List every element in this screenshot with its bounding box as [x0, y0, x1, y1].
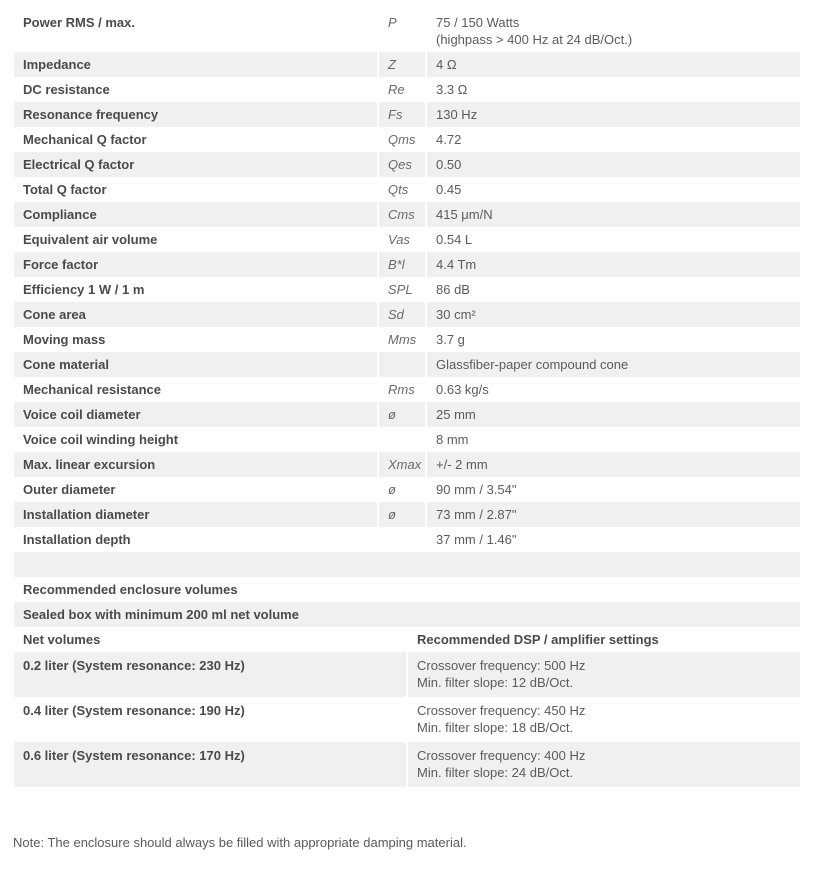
enclosure-heading-row	[14, 577, 800, 602]
spec-row	[14, 252, 800, 277]
spec-label: Outer diameter	[23, 482, 116, 497]
sealed-box-text: Sealed box with minimum 200 ml net volume	[14, 602, 800, 627]
spec-value	[427, 327, 800, 352]
spec-row	[14, 202, 800, 227]
spec-row	[14, 427, 800, 452]
spec-value-text: 8 mm	[436, 432, 469, 447]
spec-value	[427, 152, 800, 177]
enclosure-header-row	[14, 627, 800, 652]
spec-symbol: ø	[379, 502, 425, 527]
enclosure-table	[12, 552, 802, 787]
spec-symbol: Qms	[388, 132, 416, 147]
spec-symbol: Xmax	[379, 452, 425, 477]
spec-label: Impedance	[14, 52, 377, 77]
spec-label: Installation diameter	[14, 502, 377, 527]
spec-symbol: Fs	[379, 102, 425, 127]
spec-row	[14, 402, 800, 427]
spec-label: Force factor	[14, 252, 377, 277]
spec-symbol: SPL	[388, 282, 413, 297]
spec-value	[427, 252, 800, 277]
spec-value-text: 0.45	[436, 182, 462, 197]
spec-value-text: 4.4 Tm	[436, 257, 477, 272]
spec-value-text: 4 Ω	[436, 57, 457, 72]
spec-value	[427, 102, 800, 127]
spec-value-text: 0.50	[436, 157, 462, 172]
spec-value-text: +/- 2 mm	[436, 457, 488, 472]
spec-value-text: 4.72	[436, 132, 462, 147]
spec-symbol: Z	[379, 52, 425, 77]
spec-value-text: 0.54 L	[436, 232, 473, 247]
spec-symbol: Sd	[379, 302, 425, 327]
spec-symbol: P	[388, 15, 397, 30]
spec-label: Resonance frequency	[14, 102, 377, 127]
volume-cell: 0.4 liter (System resonance: 190 Hz)	[23, 703, 245, 718]
spec-value-text: 25 mm	[436, 407, 476, 422]
spec-label: Power RMS / max.	[23, 15, 135, 30]
net-volumes-header: Net volumes	[23, 632, 101, 647]
sealed-row	[14, 602, 800, 627]
spec-value	[427, 377, 800, 402]
spec-symbol	[379, 527, 425, 552]
specs-table	[12, 7, 802, 552]
spec-row	[14, 302, 800, 327]
spec-value-text: 30 cm²	[436, 307, 476, 322]
crossover-text: Crossover frequency: 400 Hz	[417, 748, 586, 763]
spacer-row	[14, 552, 800, 577]
spec-label: DC resistance	[23, 82, 110, 97]
spec-row	[14, 52, 800, 77]
volume-cell: 0.2 liter (System resonance: 230 Hz)	[14, 652, 406, 697]
spec-row	[14, 452, 800, 477]
spec-label: Voice coil diameter	[14, 402, 377, 427]
dsp-settings-header: Recommended DSP / amplifier settings	[417, 632, 659, 647]
spec-label: Equivalent air volume	[23, 232, 158, 247]
slope-text: Min. filter slope: 18 dB/Oct.	[417, 720, 574, 735]
spec-row	[14, 327, 800, 352]
dsp-cell	[408, 652, 800, 697]
enclosure-row	[14, 652, 800, 697]
spec-symbol	[379, 352, 425, 377]
spec-value	[427, 227, 800, 252]
spec-label: Installation depth	[23, 532, 131, 547]
spec-symbol: Vas	[388, 232, 410, 247]
spec-symbol: ø	[388, 482, 396, 497]
spec-label: Electrical Q factor	[14, 152, 377, 177]
spec-value	[427, 177, 800, 202]
spec-row	[14, 477, 800, 502]
spec-label: Moving mass	[23, 332, 106, 347]
spec-row	[14, 227, 800, 252]
spec-value	[427, 302, 800, 327]
spec-value	[427, 452, 800, 477]
spec-value	[427, 502, 800, 527]
spec-row	[14, 77, 800, 102]
spec-row	[14, 277, 800, 302]
spec-sheet	[14, 7, 800, 787]
dsp-cell	[408, 697, 800, 742]
spec-label: Efficiency 1 W / 1 m	[23, 282, 145, 297]
spec-row	[14, 7, 800, 52]
spec-value	[427, 402, 800, 427]
dsp-cell	[408, 742, 800, 787]
spec-value	[427, 477, 800, 502]
spec-value-text: 0.63 kg/s	[436, 382, 489, 397]
spec-row	[14, 102, 800, 127]
spec-symbol: Qts	[388, 182, 409, 197]
spec-row	[14, 502, 800, 527]
spec-value-text: Glassfiber-paper compound cone	[436, 357, 629, 372]
spec-value-note: (highpass > 400 Hz at 24 dB/Oct.)	[436, 32, 633, 47]
spec-label: Total Q factor	[23, 182, 107, 197]
enclosure-row	[14, 742, 800, 787]
spec-symbol: Mms	[388, 332, 417, 347]
slope-text: Min. filter slope: 24 dB/Oct.	[417, 765, 574, 780]
spec-value	[427, 427, 800, 452]
spec-label: Cone material	[14, 352, 377, 377]
spec-label: Cone area	[14, 302, 377, 327]
enclosure-row	[14, 697, 800, 742]
spec-value-text: 86 dB	[436, 282, 470, 297]
spec-label: Max. linear excursion	[14, 452, 377, 477]
spec-symbol: ø	[379, 402, 425, 427]
damping-note: Note: The enclosure should always be filled with appropriate damping material.	[13, 835, 467, 850]
spec-symbol: Rms	[388, 382, 415, 397]
spec-symbol	[379, 427, 425, 452]
spec-value-text: 75 / 150 Watts	[436, 15, 520, 30]
spec-label: Mechanical Q factor	[23, 132, 147, 147]
spec-row	[14, 527, 800, 552]
spec-value	[427, 202, 800, 227]
crossover-text: Crossover frequency: 450 Hz	[417, 703, 586, 718]
spec-value	[427, 277, 800, 302]
crossover-text: Crossover frequency: 500 Hz	[417, 658, 586, 673]
slope-text: Min. filter slope: 12 dB/Oct.	[417, 675, 574, 690]
volume-cell: 0.6 liter (System resonance: 170 Hz)	[14, 742, 406, 787]
spec-value-text: 37 mm / 1.46"	[436, 532, 517, 547]
spec-row	[14, 377, 800, 402]
spec-symbol: B*l	[379, 252, 425, 277]
spec-value	[427, 7, 800, 52]
spec-value-text: 73 mm / 2.87"	[436, 507, 517, 522]
spec-label: Compliance	[14, 202, 377, 227]
spec-row	[14, 352, 800, 377]
spec-row	[14, 152, 800, 177]
spec-symbol: Qes	[379, 152, 425, 177]
spec-label: Mechanical resistance	[23, 382, 162, 397]
enclosure-heading: Recommended enclosure volumes	[23, 582, 238, 597]
spec-value	[427, 77, 800, 102]
spec-value-text: 90 mm / 3.54"	[436, 482, 517, 497]
spec-value-text: 3.7 g	[436, 332, 465, 347]
spec-value	[427, 52, 800, 77]
spec-row	[14, 177, 800, 202]
spec-value	[427, 352, 800, 377]
spec-label: Voice coil winding height	[23, 432, 179, 447]
spec-symbol: Cms	[379, 202, 425, 227]
spec-value-text: 3.3 Ω	[436, 82, 468, 97]
spec-value-text: 415 μm/N	[436, 207, 493, 222]
spec-value-text: 130 Hz	[436, 107, 478, 122]
spec-value	[427, 127, 800, 152]
spec-symbol: Re	[388, 82, 405, 97]
spec-row	[14, 127, 800, 152]
spec-value	[427, 527, 800, 552]
